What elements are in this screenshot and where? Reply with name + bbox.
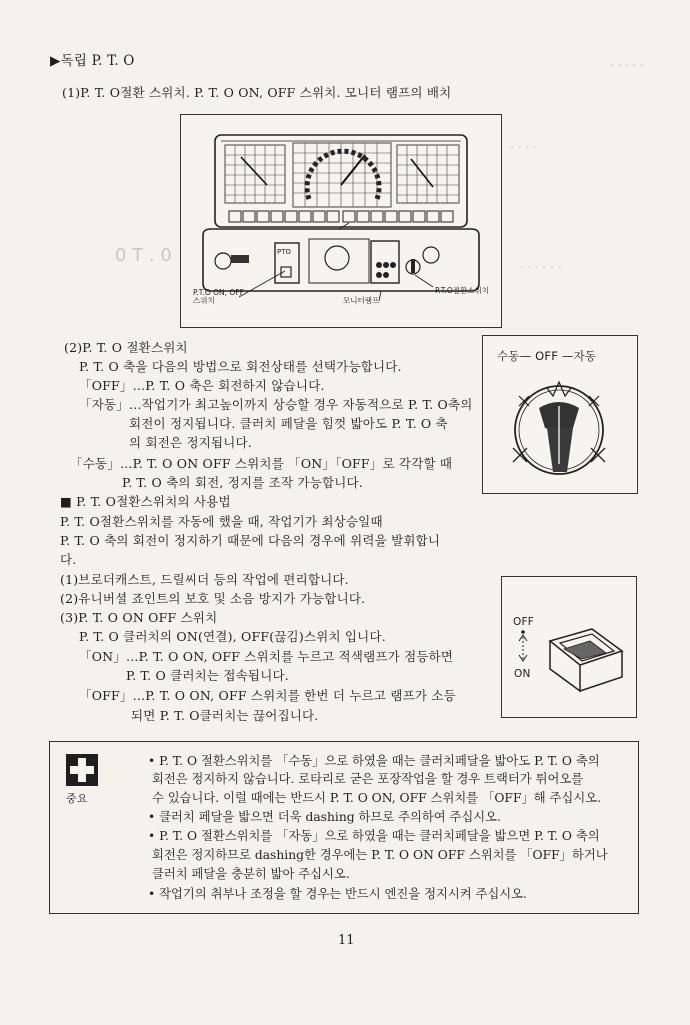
section-marker: ▶: [50, 53, 61, 69]
selector-knob-figure: [482, 335, 638, 494]
item3-line: 되면 P. T. O클러치는 끊어집니다.: [131, 708, 319, 723]
item2-line: 의 회전은 정지됩니다.: [129, 435, 252, 450]
item2-heading: (2)P. T. O 절환스위치: [64, 340, 188, 355]
usage-line: 다.: [60, 552, 77, 567]
onoff-figure-on-label: ON: [514, 668, 531, 680]
item2-line: P. T. O 축을 다음의 방법으로 회전상태를 선택가능합니다.: [79, 359, 402, 374]
item2-line: P. T. O 축의 회전, 정지를 조작 가능합니다.: [122, 475, 363, 490]
bleed-through-mark: 0 T . 0: [115, 245, 172, 266]
note-line: • 클러치 페달을 밟으면 더욱 dashing 하므로 주의하여 주십시오.: [148, 810, 501, 824]
bleed-through-mark: - - - - - -: [520, 260, 562, 273]
note-line: 클러치 페달을 충분히 밟아 주십시오.: [152, 867, 350, 881]
note-line: • 작업기의 취부나 조정을 할 경우는 반드시 엔진을 정지시켜 주십시오.: [148, 887, 527, 901]
usage-heading: ■ P. T. O절환스위치의 사용법: [60, 494, 231, 509]
item3-line: 「OFF」…P. T. O ON, OFF 스위치를 한번 더 누르고 램프가 소등: [79, 688, 456, 703]
note-line: 회전은 정지하지 않습니다. 로타리로 굳은 포장작업을 할 경우 트랙터가 튀어오를: [152, 772, 584, 786]
note-line: 수 있습니다. 이럴 때에는 반드시 P. T. O ON, OFF 스위치를 「OFF」해 주십시오.: [152, 791, 601, 805]
note-line: 회전은 정지하므로 dashing한 경우에는 P. T. O ON OFF 스위치를 「OFF」하거나: [152, 848, 608, 862]
selector-knob-illustration: [483, 336, 637, 493]
usage-line: P. T. O 축의 회전이 정지하기 때문에 다음의 경우에 위력을 발휘합니: [60, 533, 441, 548]
note-label: 중요: [66, 792, 88, 805]
pto-onoff-switch-label: P.T.O ON, OFF 스위치: [193, 288, 244, 305]
item3-line: P. T. O 클러치는 접속됩니다.: [126, 668, 289, 683]
usage-line: P. T. O절환스위치를 자동에 했을 때, 작업기가 최상승일때: [60, 514, 383, 529]
item1-heading: (1)P. T. O절환 스위치. P. T. O ON, OFF 스위치. 모니터 램프의 배치: [62, 85, 452, 100]
item2-line: 「수동」…P. T. O ON OFF 스위치를 「ON」「OFF」로 각각할 때: [70, 456, 453, 471]
usage-line: (1)브로더캐스트, 드릴씨더 등의 작업에 편리합니다.: [60, 572, 349, 587]
monitor-lamp-label: 모니터램프: [343, 296, 380, 305]
item3-line: P. T. O 클러치의 ON(연결), OFF(끊김)스위치 입니다.: [79, 629, 386, 644]
bleed-through-mark: - - - -: [510, 140, 537, 153]
onoff-button-illustration: [502, 577, 636, 717]
usage-line: (2)유니버셜 죠인트의 보호 및 소음 방지가 가능합니다.: [60, 591, 366, 606]
item2-line: 「OFF」…P. T. O 축은 회전하지 않습니다.: [79, 378, 325, 393]
item3-heading: (3)P. T. O ON OFF 스위치: [60, 610, 218, 625]
section-title-text: 독립 P. T. O: [60, 53, 135, 69]
onoff-button-figure: [501, 576, 637, 718]
note-line: • P. T. O 절환스위치를 「자동」으로 하였을 때는 클러치페달을 밟으면 P. T. O 축의: [148, 829, 600, 843]
bleed-through-mark: - - - - -: [610, 58, 644, 71]
item2-line: 「자동」…작업기가 최고높이까지 상승할 경우 자동적으로 P. T. O축의: [79, 397, 473, 412]
pto-selector-switch-label: P.T.O절환스위치: [435, 286, 489, 295]
item3-line: 「ON」…P. T. O ON, OFF 스위치를 누르고 적색램프가 점등하면: [79, 649, 454, 664]
pto-button-label: PTO: [277, 248, 292, 256]
section-title: [50, 53, 135, 69]
onoff-figure-off-label: OFF: [513, 616, 534, 628]
first-aid-icon: [65, 753, 99, 787]
dashboard-figure: [180, 114, 502, 328]
page-number: 11: [338, 933, 355, 948]
item2-line: 회전이 정지됩니다. 클러치 페달을 힘껏 밟아도 P. T. O 축: [129, 416, 448, 431]
note-line: • P. T. O 절환스위치를 「수동」으로 하였을 때는 클러치페달을 밟아도 P. T. O 축의: [148, 754, 600, 768]
selector-knob-label: 수동— OFF —자동: [497, 349, 597, 363]
